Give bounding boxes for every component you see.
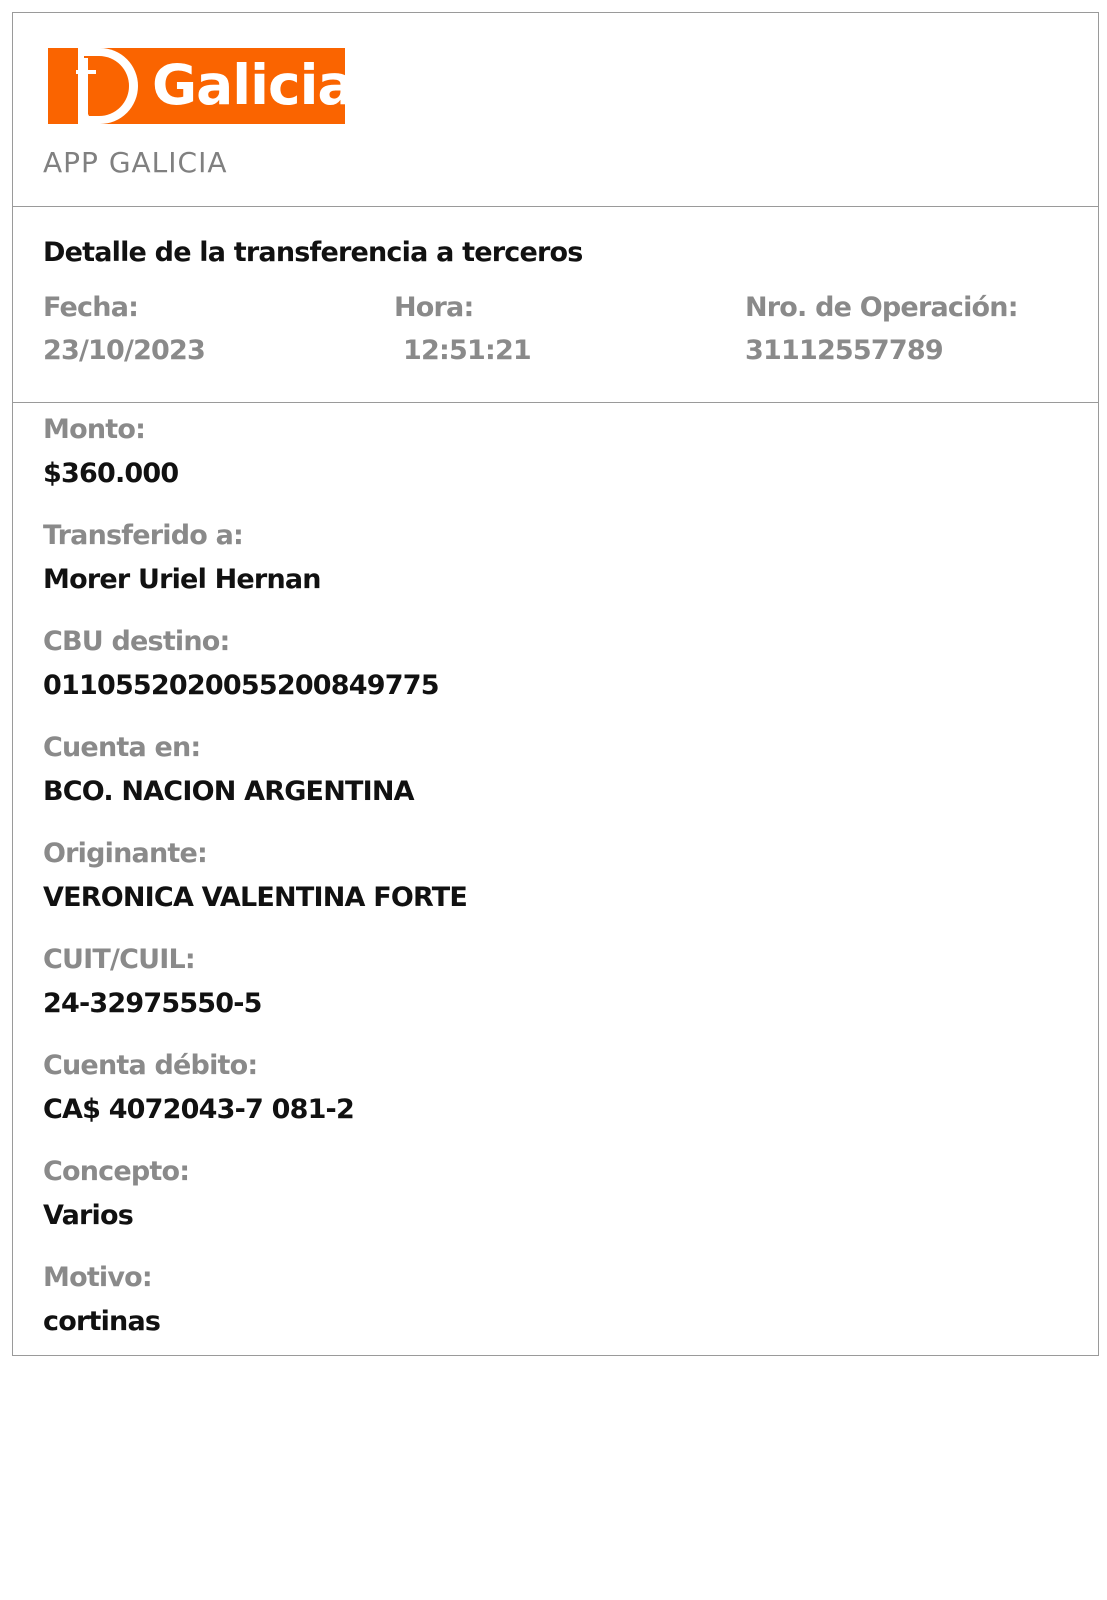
field-cuenta-debito	[43, 1049, 467, 1155]
field-value: $360.000	[43, 458, 179, 489]
field-concepto	[43, 1155, 467, 1261]
field-value: VERONICA VALENTINA FORTE	[43, 882, 468, 913]
field-cbu-destino	[43, 625, 467, 731]
transfer-details	[43, 413, 467, 1367]
field-label: Monto:	[43, 414, 146, 445]
field-label: Cuenta débito:	[43, 1050, 258, 1081]
field-cuit-cuil	[43, 943, 467, 1049]
fecha-label: Fecha:	[43, 292, 139, 323]
field-value: 24-32975550-5	[43, 988, 262, 1019]
receipt-header	[13, 13, 1098, 207]
field-label: Motivo:	[43, 1262, 152, 1293]
field-label: CBU destino:	[43, 626, 230, 657]
field-value: CA$ 4072043-7 081-2	[43, 1094, 354, 1125]
operacion-value: 31112557789	[745, 335, 943, 366]
hora-block	[394, 291, 531, 368]
logo-wordmark: Galicia	[152, 53, 354, 117]
field-label: Cuenta en:	[43, 732, 201, 763]
operacion-label: Nro. de Operación:	[745, 292, 1018, 323]
fecha-value: 23/10/2023	[43, 335, 206, 366]
field-originante	[43, 837, 467, 943]
galicia-logo	[48, 48, 354, 124]
field-label: CUIT/CUIL:	[43, 944, 195, 975]
field-motivo	[43, 1261, 467, 1367]
field-value: cortinas	[43, 1306, 161, 1337]
transfer-receipt	[12, 12, 1099, 1356]
field-cuenta-en	[43, 731, 467, 837]
hora-label: Hora:	[394, 292, 474, 323]
fecha-block	[43, 291, 205, 368]
page-title: Detalle de la transferencia a terceros	[43, 237, 583, 268]
field-value: 0110552020055200849775	[43, 670, 439, 701]
app-title: APP GALICIA	[43, 146, 228, 179]
field-label: Concepto:	[43, 1156, 190, 1187]
field-value: Varios	[43, 1200, 134, 1231]
hora-value: 12:51:21	[403, 335, 531, 366]
field-transferido-a	[43, 519, 467, 625]
field-value: BCO. NACION ARGENTINA	[43, 776, 414, 807]
field-label: Originante:	[43, 838, 207, 869]
field-value: Morer Uriel Hernan	[43, 564, 321, 595]
field-label: Transferido a:	[43, 520, 244, 551]
operacion-block	[745, 291, 1018, 368]
field-monto	[43, 413, 467, 519]
meta-row	[13, 206, 1098, 403]
